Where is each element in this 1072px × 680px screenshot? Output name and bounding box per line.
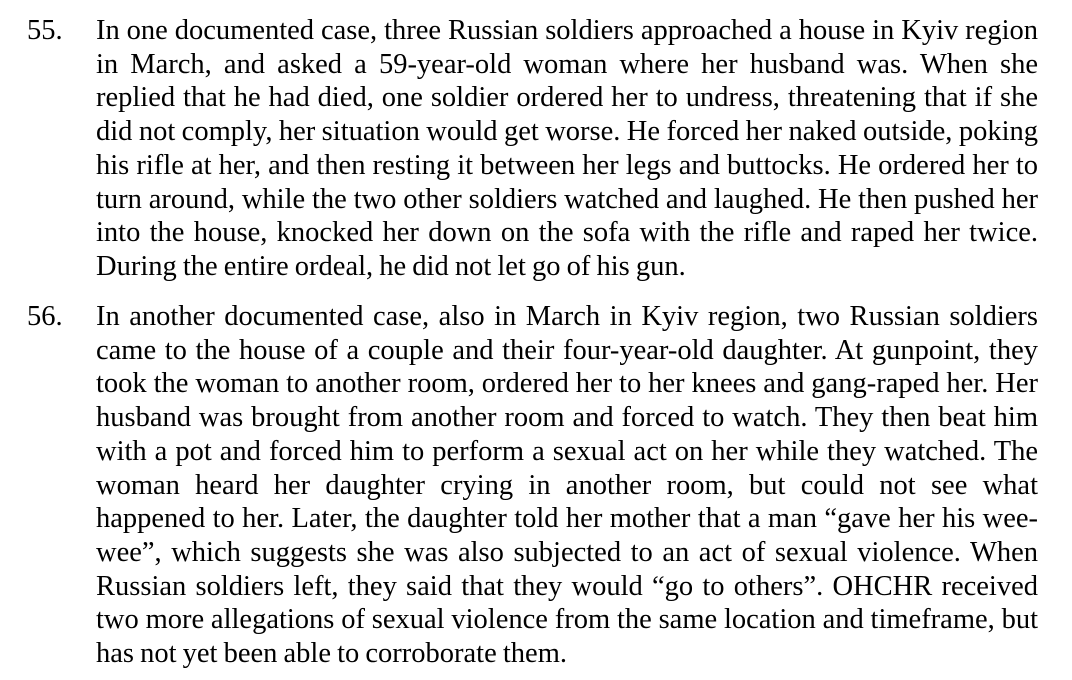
text-line: came to the house of a couple and their four-year-old daughter. At gunpoint, they	[96, 334, 1038, 366]
text-line: took the woman to another room, ordered her to her knees and gang-raped her. Her	[96, 368, 1038, 400]
text-line: turn around, while the two other soldiers watched and laughed. He then pushed her	[96, 183, 1038, 215]
text-line: wee”, which suggests she was also subjected to an act of sexual violence. When	[96, 536, 1038, 568]
text-line: with a pot and forced him to perform a sexual act on her while they watched. The	[96, 435, 1038, 467]
text-line: woman heard her daughter crying in another room, but could not see what	[96, 469, 1038, 501]
text-line: two more allegations of sexual violence from the same location and timeframe, but	[96, 604, 1038, 636]
paragraph-number: 56.	[27, 301, 63, 332]
paragraph-text	[96, 14, 1038, 284]
text-line: happened to her. Later, the daughter told her mother that a man “gave her his wee-	[96, 503, 1038, 535]
text-line: In another documented case, also in March in Kyiv region, two Russian soldiers	[96, 301, 1038, 332]
text-line: In one documented case, three Russian soldiers approached a house in Kyiv region	[96, 15, 1038, 46]
text-line: in March, and asked a 59-year-old woman where her husband was. When she	[96, 48, 1038, 80]
paragraph-number: 55.	[27, 15, 63, 46]
text-line: husband was brought from another room and forced to watch. They then beat him	[96, 402, 1038, 434]
text-line: into the house, knocked her down on the sofa with the rifle and raped her twice.	[96, 217, 1038, 249]
text-line: his rifle at her, and then resting it between her legs and buttocks. He ordered her to	[96, 149, 1038, 181]
text-line: replied that he had died, one soldier ordered her to undress, threatening that if she	[96, 82, 1038, 114]
text-line: During the entire ordeal, he did not let go of his gun.	[96, 250, 686, 282]
text-line: Russian soldiers left, they said that they would “go to others”. OHCHR received	[96, 570, 1038, 602]
text-line: has not yet been able to corroborate them.	[96, 638, 567, 670]
text-line: did not comply, her situation would get worse. He forced her naked outside, poking	[96, 116, 1038, 148]
paragraph-text	[96, 300, 1038, 671]
